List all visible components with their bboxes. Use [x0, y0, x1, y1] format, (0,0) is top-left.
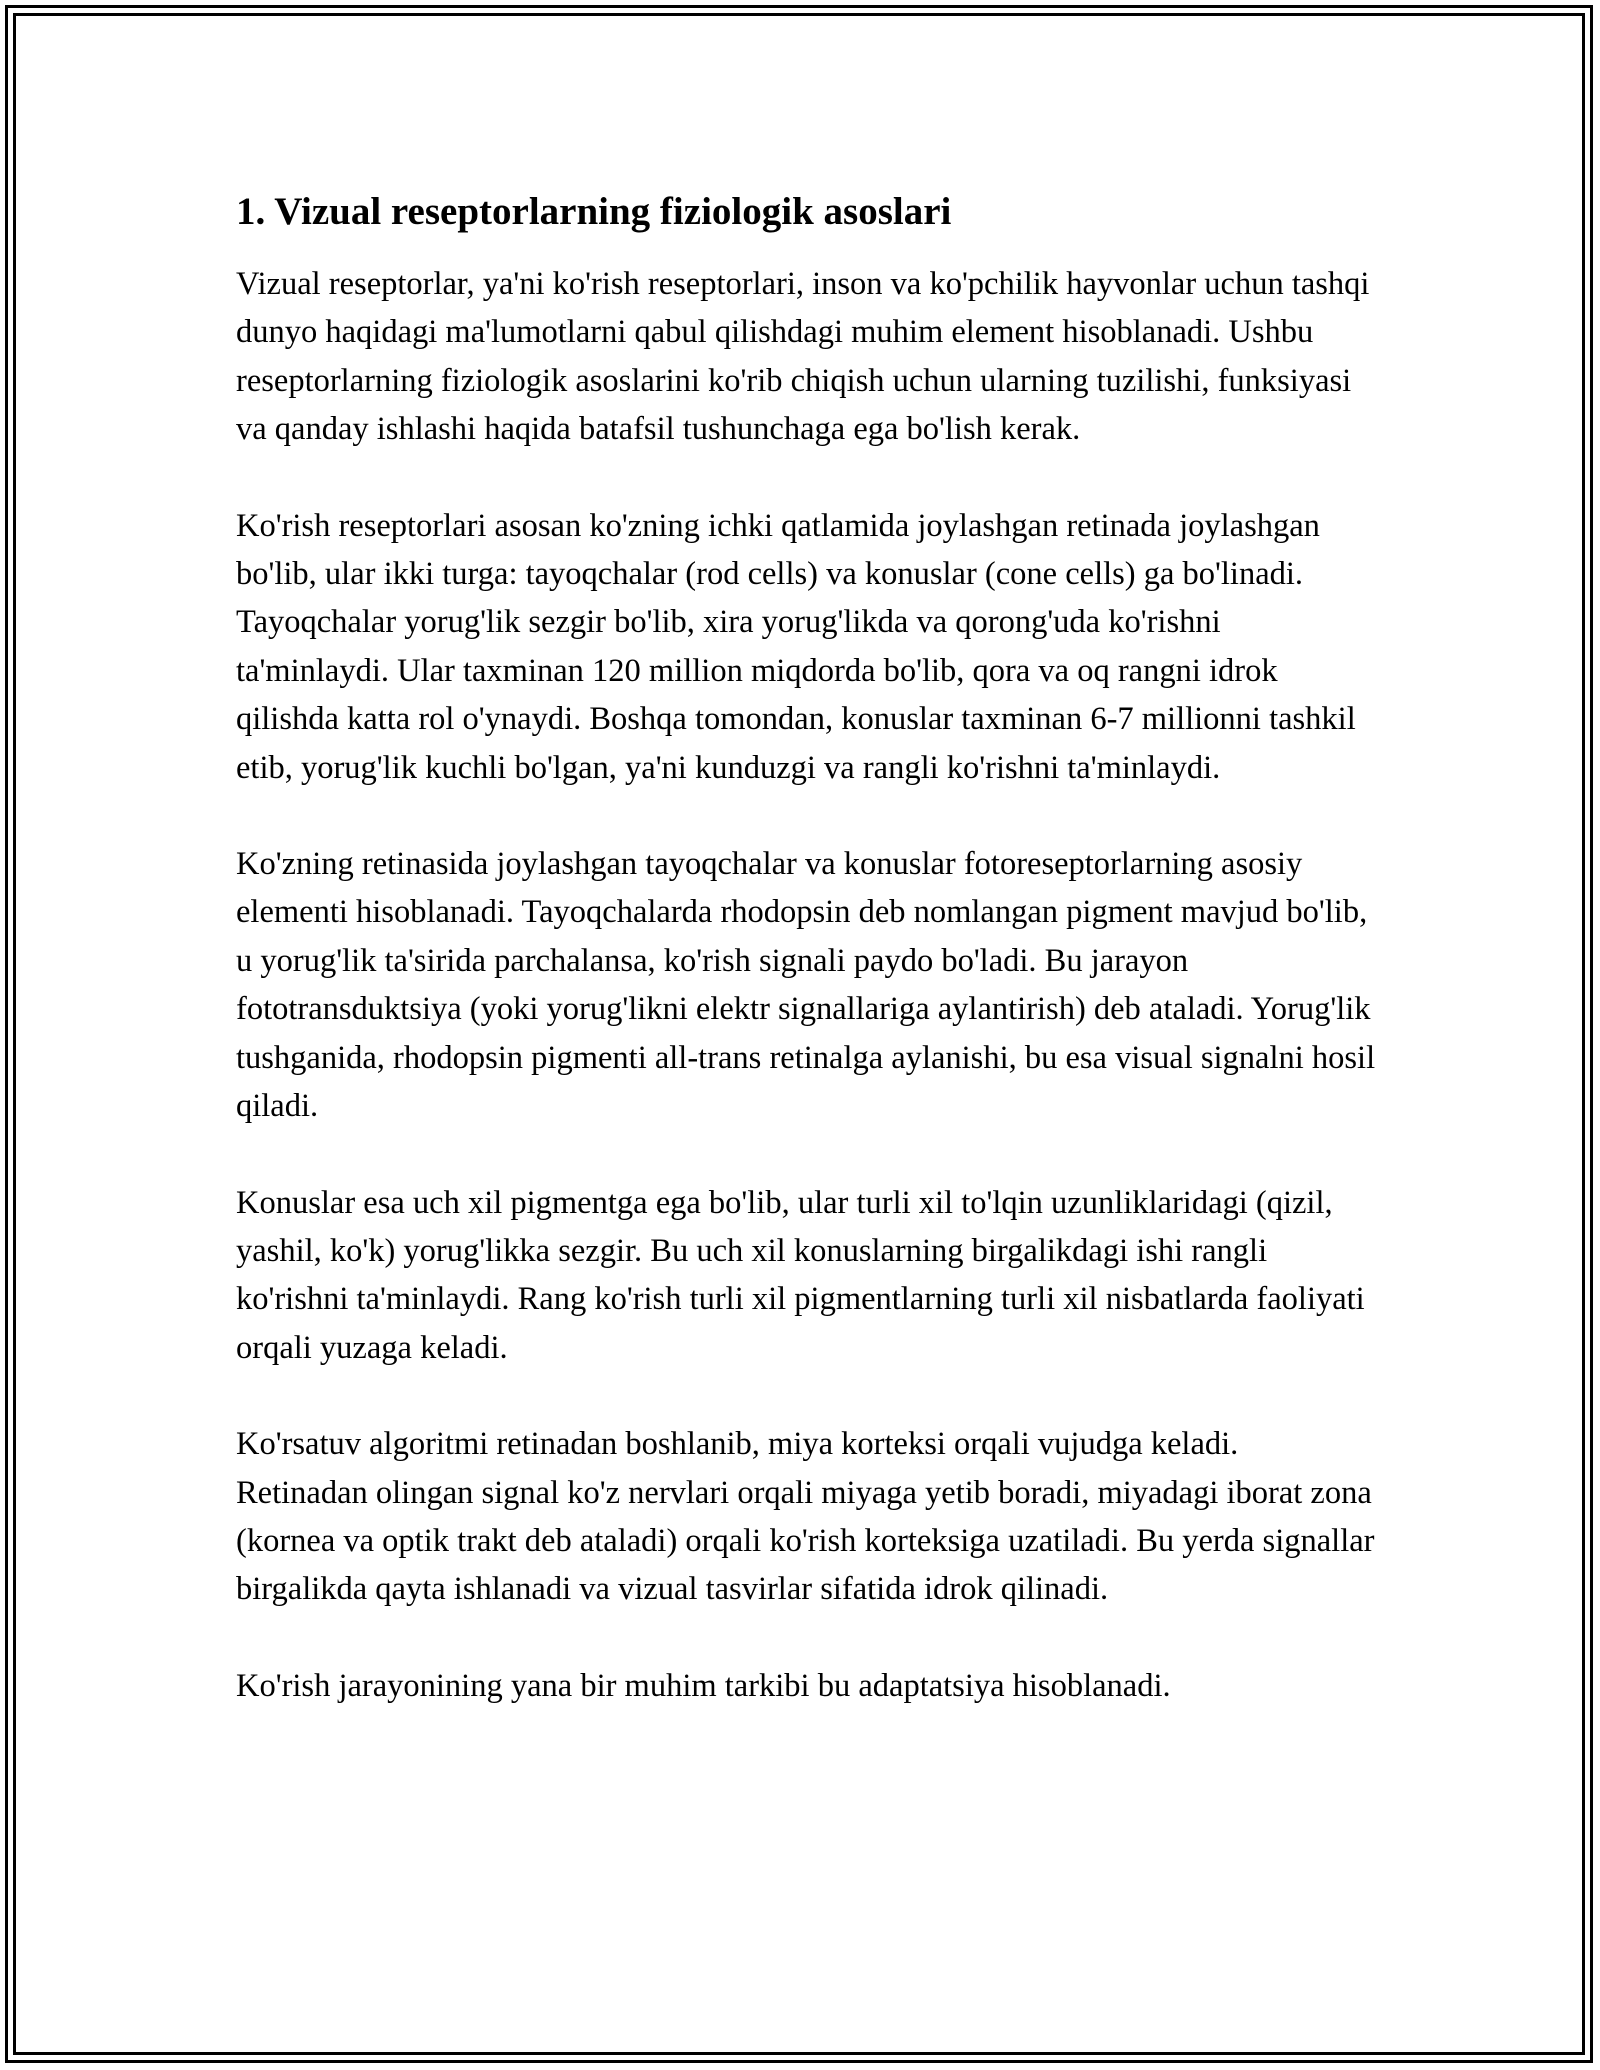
paragraph-4: Konuslar esa uch xil pigmentga ega bo'lib, ular turli xil to'lqin uzunliklaridagi (qizil, yashil, ko'k) yorug'likka sezgir. Bu uch xil konuslarning birgalikdagi ishi rangli ko'rishni ta'minlaydi. Rang ko'rish turli xil pigmentlarning turli xil nisbatlarda faoliyati orqali yuzaga keladi.	[236, 1184, 1365, 1366]
section-heading: 1. Vizual reseptorlarning fiziologik asoslari	[236, 190, 952, 233]
paragraph-1: Vizual reseptorlar, ya'ni ko'rish reseptorlari, inson va ko'pchilik hayvonlar uchun tashqi dunyo haqidagi ma'lumotlarni qabul qilishdagi muhim element hisoblanadi. Ushbu reseptorlarning fiziologik asoslarini ko'rib chiqish uchun ularning tuzilishi, funksiyasi va qanday ishlashi haqida batafsil tushunchaga ega bo'lish kerak.	[236, 266, 1370, 448]
paragraph-6: Ko'rish jarayonining yana bir muhim tarkibi bu adaptatsiya hisoblanadi.	[236, 1667, 1171, 1704]
paragraph-2: Ko'rish reseptorlari asosan ko'zning ichki qatlamida joylashgan retinada joylashgan bo'lib, ular ikki turga: tayoqchalar (rod cells) va konuslar (cone cells) ga bo'linadi. Tayoqchalar yorug'lik sezgir bo'lib, xira yorug'likda va qorong'uda ko'rishni ta'minlaydi. Ular taxminan 120 million miqdorda bo'lib, qora va oq rangni idrok qilishda katta rol o'ynaydi. Boshqa tomondan, konuslar taxminan 6-7 millionni tashkil etib, yorug'lik kuchli bo'lgan, ya'ni kunduzgi va rangli ko'rishni ta'minlaydi.	[236, 507, 1356, 786]
paragraph-3: Ko'zning retinasida joylashgan tayoqchalar va konuslar fotoreseptorlarning asosiy elementi hisoblanadi. Tayoqchalarda rhodopsin deb nomlangan pigment mavjud bo'lib, u yorug'lik ta'sirida parchalansa, ko'rish signali paydo bo'ladi. Bu jarayon fototransduktsiya (yoki yorug'likni elektr signallariga aylantirish) deb ataladi. Yorug'lik tushganida, rhodopsin pigmenti all-trans retinalga aylanishi, bu esa visual signalni hosil qiladi.	[236, 846, 1376, 1125]
document-body	[236, 186, 1376, 1758]
paragraph-5: Ko'rsatuv algoritmi retinadan boshlanib, miya korteksi orqali vujudga keladi. Retinadan olingan signal ko'z nervlari orqali miyaga yetib boradi, miyadagi iborat zona (kornea va optik trakt deb ataladi) orqali ko'rish korteksiga uzatiladi. Bu yerda signallar birgalikda qayta ishlanadi va vizual tasvirlar sifatida idrok qilinadi.	[236, 1426, 1375, 1608]
